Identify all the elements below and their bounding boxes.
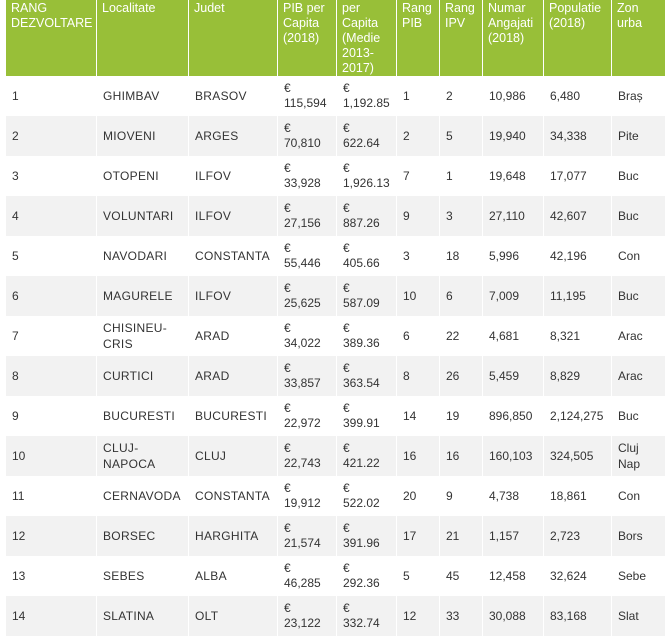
amount: 421.22 [343,456,380,470]
cell-localitate-text: GHIMBAV [103,89,160,103]
cell-populatie: 42,607 [544,196,612,236]
cell-populatie: 18,861 [544,476,612,516]
cell-numar-angajati: 30,088 [483,596,544,636]
cell-localitate [97,436,189,476]
cell-localitate-text: MIOVENI [103,129,156,143]
amount: 887.26 [343,216,380,230]
cell-ipv-per-capita [337,396,397,436]
cell-rang-pib: 3 [397,236,440,276]
header-numar-angajati[interactable]: Numar Angajati (2018) [483,0,544,76]
cell-populatie: 11,195 [544,276,612,316]
cell-pib-per-capita [278,436,337,476]
cell-zona-urbana [612,276,666,316]
cell-rang-pib: 17 [397,516,440,556]
cell-rang-pib: 1 [397,76,440,116]
amount: 399.91 [343,416,380,430]
cell-pib-per-capita [278,476,337,516]
currency-symbol: € [343,201,350,215]
amount: 22,743 [284,456,321,470]
cell-zona-urbana [612,476,666,516]
cell-localitate [97,396,189,436]
cell-zona-urbana-text: Braș [618,89,643,103]
cell-zona-urbana [612,556,666,596]
table-row [6,276,666,316]
amount: 587.09 [343,296,380,310]
cell-ipv-per-capita [337,556,397,596]
cell-zona-urbana [612,196,666,236]
cell-ipv-per-capita [337,196,397,236]
cell-localitate [97,356,189,396]
cell-numar-angajati: 12,458 [483,556,544,596]
currency-symbol: € [343,81,350,95]
cell-rang-pib: 10 [397,276,440,316]
currency-symbol: € [343,241,350,255]
cell-populatie: 32,624 [544,556,612,596]
cell-zona-urbana-text: Sebe [618,569,647,583]
currency-symbol: € [284,481,291,495]
cell-localitate-text: BUCURESTI [103,409,176,423]
header-ipv-per-capita[interactable]: per Capita (Medie 2013-2017) [337,0,397,76]
cell-pib-per-capita [278,316,337,356]
cell-populatie: 42,196 [544,236,612,276]
amount: 19,912 [284,496,321,510]
cell-rang: 1 [6,76,97,116]
cell-rang-ipv: 5 [440,116,483,156]
cell-ipv-per-capita [337,476,397,516]
cell-zona-urbana [612,116,666,156]
cell-rang-pib: 6 [397,316,440,356]
currency-symbol: € [343,441,350,455]
cell-judet: BUCURESTI [189,396,278,436]
cell-localitate [97,316,189,356]
cell-zona-urbana-text: Arac [618,329,643,343]
cell-localitate-text: BORSEC [103,529,156,543]
cell-ipv-per-capita [337,356,397,396]
cell-rang-ipv: 26 [440,356,483,396]
currency-symbol: € [284,321,291,335]
cell-rang-pib: 14 [397,396,440,436]
table-row [6,196,666,236]
cell-judet: ALBA [189,556,278,596]
amount: 1,926.13 [343,176,390,190]
cell-zona-urbana-text: Con [618,489,641,503]
cell-ipv-per-capita [337,236,397,276]
cell-localitate-text: CLUJ-NAPOCA [103,441,156,471]
cell-rang-ipv: 33 [440,596,483,636]
cell-zona-urbana-text: Con [618,249,641,263]
cell-ipv-per-capita [337,516,397,556]
table-row [6,356,666,396]
header-rang-ipv[interactable]: Rang IPV [440,0,483,76]
cell-pib-per-capita [278,396,337,436]
cell-rang: 12 [6,516,97,556]
development-ranking-table [6,0,666,636]
cell-localitate [97,196,189,236]
cell-judet: HARGHITA [189,516,278,556]
cell-rang-ipv: 6 [440,276,483,316]
currency-symbol: € [343,281,350,295]
cell-numar-angajati: 27,110 [483,196,544,236]
table-row [6,476,666,516]
cell-rang-ipv: 45 [440,556,483,596]
cell-zona-urbana-text: Bors [618,529,643,543]
cell-ipv-per-capita [337,436,397,476]
cell-rang-ipv: 16 [440,436,483,476]
cell-numar-angajati: 1,157 [483,516,544,556]
amount: 55,446 [284,256,321,270]
cell-rang: 9 [6,396,97,436]
cell-rang-ipv: 19 [440,396,483,436]
currency-symbol: € [284,401,291,415]
cell-rang-pib: 2 [397,116,440,156]
cell-zona-urbana [612,156,666,196]
cell-zona-urbana-text: Buc [618,409,639,423]
cell-rang-pib: 8 [397,356,440,396]
cell-pib-per-capita [278,516,337,556]
currency-symbol: € [343,361,350,375]
cell-judet: ILFOV [189,276,278,316]
cell-populatie: 324,505 [544,436,612,476]
cell-ipv-per-capita [337,76,397,116]
cell-rang-ipv: 2 [440,76,483,116]
cell-rang: 14 [6,596,97,636]
cell-numar-angajati: 4,681 [483,316,544,356]
cell-judet: CLUJ [189,436,278,476]
currency-symbol: € [284,561,291,575]
cell-zona-urbana-text: Slat [618,609,639,623]
header-rang-pib[interactable]: Rang PIB [397,0,440,76]
cell-judet: OLT [189,596,278,636]
cell-zona-urbana [612,236,666,276]
cell-rang: 11 [6,476,97,516]
table-body [6,76,666,636]
cell-populatie: 2,124,275 [544,396,612,436]
cell-judet: CONSTANTA [189,236,278,276]
cell-numar-angajati: 896,850 [483,396,544,436]
table-row [6,596,666,636]
cell-rang-pib: 20 [397,476,440,516]
cell-localitate [97,236,189,276]
table-row [6,76,666,116]
currency-symbol: € [343,321,350,335]
cell-zona-urbana [612,436,666,476]
currency-symbol: € [284,281,291,295]
cell-localitate [97,156,189,196]
table-row [6,516,666,556]
amount: 34,022 [284,336,321,350]
cell-localitate-text: CURTICI [103,369,154,383]
amount: 389.36 [343,336,380,350]
amount: 391.96 [343,536,380,550]
currency-symbol: € [343,601,350,615]
cell-numar-angajati: 5,996 [483,236,544,276]
table-row [6,436,666,476]
cell-numar-angajati: 160,103 [483,436,544,476]
cell-numar-angajati: 7,009 [483,276,544,316]
cell-pib-per-capita [278,596,337,636]
cell-zona-urbana [612,316,666,356]
header-row [6,0,666,76]
cell-judet: CONSTANTA [189,476,278,516]
cell-localitate-text: VOLUNTARI [103,209,174,223]
cell-populatie: 34,338 [544,116,612,156]
cell-zona-urbana-text: Pite [618,129,639,143]
cell-rang-pib: 5 [397,556,440,596]
cell-numar-angajati: 4,738 [483,476,544,516]
cell-rang-ipv: 18 [440,236,483,276]
header-localitate[interactable]: Localitate [97,0,189,76]
cell-populatie: 17,077 [544,156,612,196]
currency-symbol: € [343,161,350,175]
currency-symbol: € [284,161,291,175]
cell-localitate [97,556,189,596]
cell-judet: ILFOV [189,196,278,236]
amount: 522.02 [343,496,380,510]
table-row [6,236,666,276]
cell-rang: 13 [6,556,97,596]
cell-judet: ARAD [189,356,278,396]
cell-zona-urbana-text: Arac [618,369,643,383]
currency-symbol: € [343,401,350,415]
header-populatie[interactable]: Populatie (2018) [544,0,612,76]
cell-rang-ipv: 1 [440,156,483,196]
cell-judet: ARGES [189,116,278,156]
cell-zona-urbana-text: Buc [618,289,639,303]
currency-symbol: € [284,601,291,615]
cell-localitate [97,596,189,636]
cell-rang: 8 [6,356,97,396]
currency-symbol: € [343,561,350,575]
cell-ipv-per-capita [337,116,397,156]
header-judet[interactable]: Judet [189,0,278,76]
amount: 622.64 [343,136,380,150]
cell-rang-ipv: 21 [440,516,483,556]
cell-rang-pib: 9 [397,196,440,236]
cell-localitate-text: SEBES [103,569,145,583]
cell-localitate [97,276,189,316]
cell-localitate-text: SLATINA [103,609,155,623]
cell-zona-urbana [612,356,666,396]
cell-rang: 7 [6,316,97,356]
cell-populatie: 83,168 [544,596,612,636]
cell-rang: 3 [6,156,97,196]
cell-pib-per-capita [278,156,337,196]
cell-ipv-per-capita [337,156,397,196]
currency-symbol: € [284,121,291,135]
table-row [6,116,666,156]
cell-zona-urbana [612,596,666,636]
cell-rang-pib: 12 [397,596,440,636]
cell-pib-per-capita [278,556,337,596]
cell-rang-ipv: 3 [440,196,483,236]
cell-populatie: 8,321 [544,316,612,356]
amount: 292.36 [343,576,380,590]
cell-rang: 6 [6,276,97,316]
currency-symbol: € [343,121,350,135]
cell-pib-per-capita [278,236,337,276]
cell-localitate-text: NAVODARI [103,249,168,263]
cell-populatie: 2,723 [544,516,612,556]
cell-numar-angajati: 19,940 [483,116,544,156]
cell-rang: 2 [6,116,97,156]
amount: 21,574 [284,536,321,550]
cell-pib-per-capita [278,276,337,316]
cell-rang-ipv: 9 [440,476,483,516]
table-row [6,316,666,356]
cell-localitate-text: MAGURELE [103,289,173,303]
cell-rang: 10 [6,436,97,476]
cell-populatie: 8,829 [544,356,612,396]
cell-judet: BRASOV [189,76,278,116]
currency-symbol: € [343,521,350,535]
cell-localitate-text: CERNAVODA [103,489,181,503]
amount: 363.54 [343,376,380,390]
cell-pib-per-capita [278,356,337,396]
cell-rang-pib: 16 [397,436,440,476]
amount: 332.74 [343,616,380,630]
currency-symbol: € [284,241,291,255]
amount: 23,122 [284,616,321,630]
currency-symbol: € [284,361,291,375]
header-pib-per-capita[interactable]: PIB per Capita (2018) [278,0,337,76]
cell-rang: 5 [6,236,97,276]
cell-populatie: 6,480 [544,76,612,116]
cell-zona-urbana [612,76,666,116]
cell-rang-ipv: 22 [440,316,483,356]
header-zona-urbana[interactable]: Zon urba [612,0,666,76]
cell-localitate [97,516,189,556]
currency-symbol: € [284,441,291,455]
cell-judet: ARAD [189,316,278,356]
amount: 33,857 [284,376,321,390]
cell-localitate [97,476,189,516]
header-rang-dezvoltare[interactable]: RANG DEZVOLTARE [6,0,97,76]
cell-numar-angajati: 19,648 [483,156,544,196]
cell-ipv-per-capita [337,596,397,636]
cell-rang-pib: 7 [397,156,440,196]
cell-rang: 4 [6,196,97,236]
currency-symbol: € [343,481,350,495]
amount: 33,928 [284,176,321,190]
table-row [6,556,666,596]
cell-numar-angajati: 5,459 [483,356,544,396]
amount: 115,594 [284,96,327,110]
cell-ipv-per-capita [337,276,397,316]
cell-zona-urbana [612,516,666,556]
amount: 1,192.85 [343,96,390,110]
amount: 70,810 [284,136,321,150]
amount: 25,625 [284,296,321,310]
cell-judet: ILFOV [189,156,278,196]
cell-localitate [97,76,189,116]
amount: 27,156 [284,216,321,230]
amount: 22,972 [284,416,321,430]
cell-localitate [97,116,189,156]
cell-numar-angajati: 10,986 [483,76,544,116]
currency-symbol: € [284,201,291,215]
cell-zona-urbana-text: Buc [618,169,639,183]
cell-pib-per-capita [278,196,337,236]
cell-localitate-text: CHISINEU-CRIS [103,321,168,351]
amount: 46,285 [284,576,321,590]
cell-ipv-per-capita [337,316,397,356]
cell-zona-urbana [612,396,666,436]
cell-pib-per-capita [278,76,337,116]
cell-zona-urbana-text: Cluj Nap [618,441,641,471]
cell-zona-urbana-text: Buc [618,209,639,223]
amount: 405.66 [343,256,380,270]
currency-symbol: € [284,81,291,95]
table-row [6,396,666,436]
currency-symbol: € [284,521,291,535]
cell-pib-per-capita [278,116,337,156]
cell-localitate-text: OTOPENI [103,169,159,183]
table-row [6,156,666,196]
